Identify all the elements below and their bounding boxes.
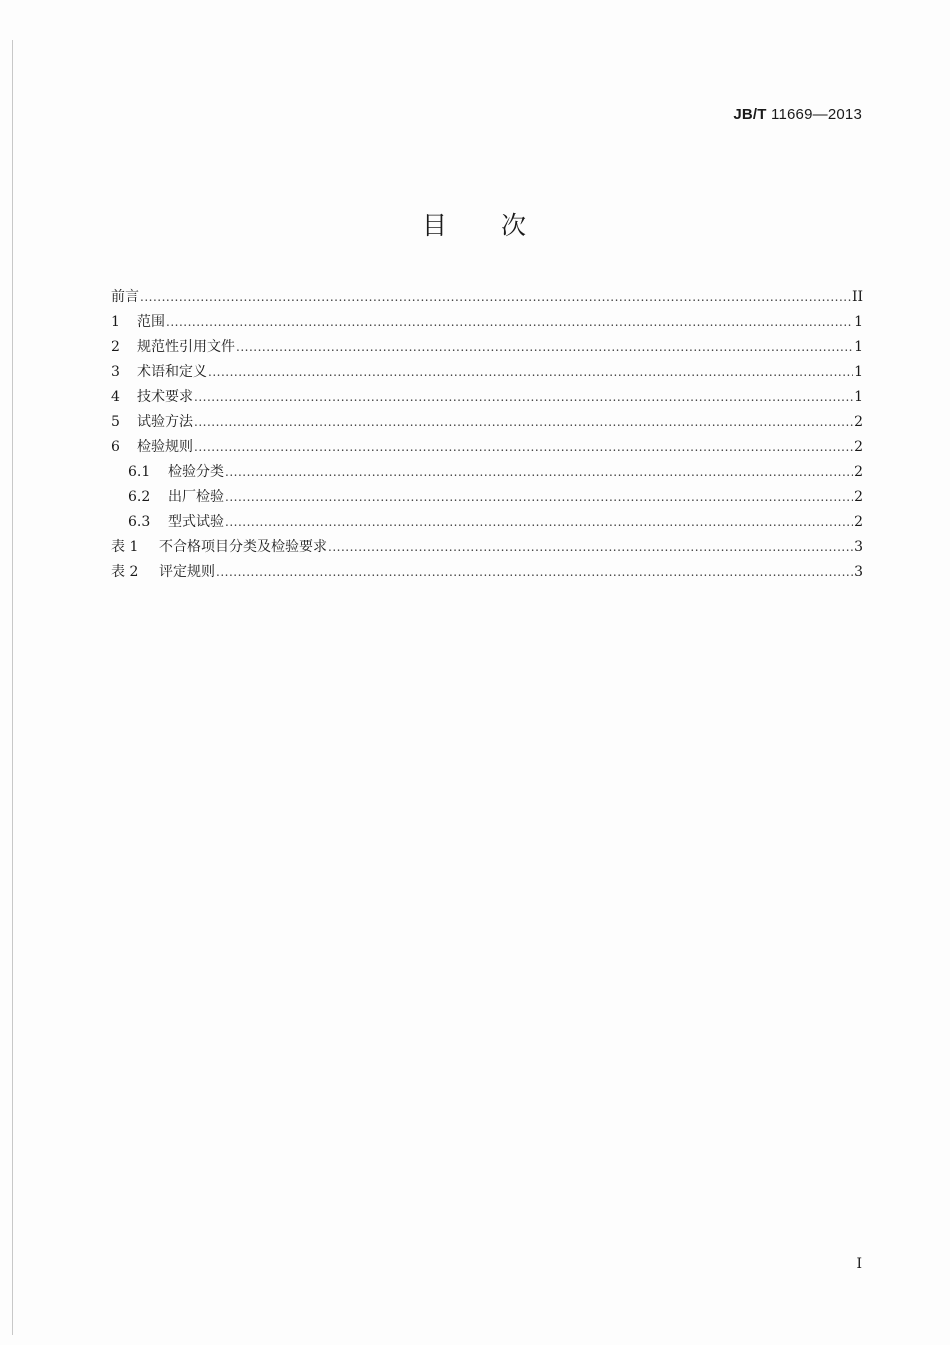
toc-leader-dots — [328, 537, 853, 557]
toc-entry-foreword[interactable] — [111, 287, 863, 312]
toc-page-number: 2 — [854, 514, 863, 530]
toc-label: 术语和定义 — [137, 364, 207, 380]
toc-label: 技术要求 — [137, 389, 193, 405]
toc-page-number: 3 — [854, 539, 863, 555]
toc-entry-table-1[interactable] — [111, 537, 863, 562]
standard-code — [733, 106, 862, 123]
toc-number: 表 1 — [111, 539, 139, 555]
toc-leader-dots — [140, 287, 851, 307]
toc-label: 评定规则 — [159, 564, 215, 580]
standard-prefix: JB/T — [733, 106, 767, 123]
toc-page-number: 2 — [854, 464, 863, 480]
toc-label: 检验规则 — [137, 439, 193, 455]
toc-number: 6.1 — [128, 464, 151, 480]
toc-number: 4 — [111, 389, 120, 405]
toc-leader-dots — [225, 487, 853, 507]
toc-label: 前言 — [111, 289, 139, 305]
toc-label: 不合格项目分类及检验要求 — [159, 539, 327, 555]
toc-page-number: 3 — [854, 564, 863, 580]
page-title — [0, 206, 950, 242]
toc-leader-dots — [194, 387, 853, 407]
toc-leader-dots — [225, 462, 853, 482]
toc-number: 2 — [111, 339, 120, 355]
toc-page-number: II — [851, 289, 863, 305]
toc-leader-dots — [225, 512, 853, 532]
toc-entry-4[interactable] — [111, 387, 863, 412]
toc-label: 范围 — [137, 314, 165, 330]
toc-entry-table-2[interactable] — [111, 562, 863, 587]
toc-page-number: 2 — [854, 489, 863, 505]
toc-number: 6 — [111, 439, 120, 455]
toc-leader-dots — [194, 437, 853, 457]
toc-leader-dots — [194, 412, 853, 432]
toc-page-number: 1 — [854, 314, 863, 330]
toc-entry-6-3[interactable] — [111, 512, 863, 537]
toc-entry-2[interactable] — [111, 337, 863, 362]
toc-page-number: 2 — [854, 414, 863, 430]
toc-leader-dots — [166, 312, 853, 332]
toc-leader-dots — [236, 337, 853, 357]
toc-label: 试验方法 — [137, 414, 193, 430]
toc-entry-6-2[interactable] — [111, 487, 863, 512]
toc-page-number: 1 — [854, 364, 863, 380]
table-of-contents — [111, 287, 863, 587]
toc-entry-6[interactable] — [111, 437, 863, 462]
toc-label: 出厂检验 — [168, 489, 224, 505]
toc-leader-dots — [216, 562, 853, 582]
toc-page-number: 1 — [854, 339, 863, 355]
toc-leader-dots — [208, 362, 853, 382]
toc-number: 表 2 — [111, 564, 139, 580]
toc-number: 5 — [111, 414, 120, 430]
toc-entry-5[interactable] — [111, 412, 863, 437]
title-char-1: 目 — [421, 211, 449, 240]
toc-label: 规范性引用文件 — [137, 339, 235, 355]
standard-number: 11669—2013 — [771, 106, 862, 123]
title-char-2: 次 — [501, 211, 529, 240]
toc-number: 6.3 — [128, 514, 151, 530]
toc-label: 型式试验 — [168, 514, 224, 530]
page-number: I — [856, 1256, 862, 1272]
toc-number: 6.2 — [128, 489, 151, 505]
toc-number: 1 — [111, 314, 120, 330]
toc-number: 3 — [111, 364, 120, 380]
toc-page-number: 2 — [854, 439, 863, 455]
toc-entry-1[interactable] — [111, 312, 863, 337]
toc-label: 检验分类 — [168, 464, 224, 480]
toc-entry-3[interactable] — [111, 362, 863, 387]
toc-entry-6-1[interactable] — [111, 462, 863, 487]
toc-page-number: 1 — [854, 389, 863, 405]
